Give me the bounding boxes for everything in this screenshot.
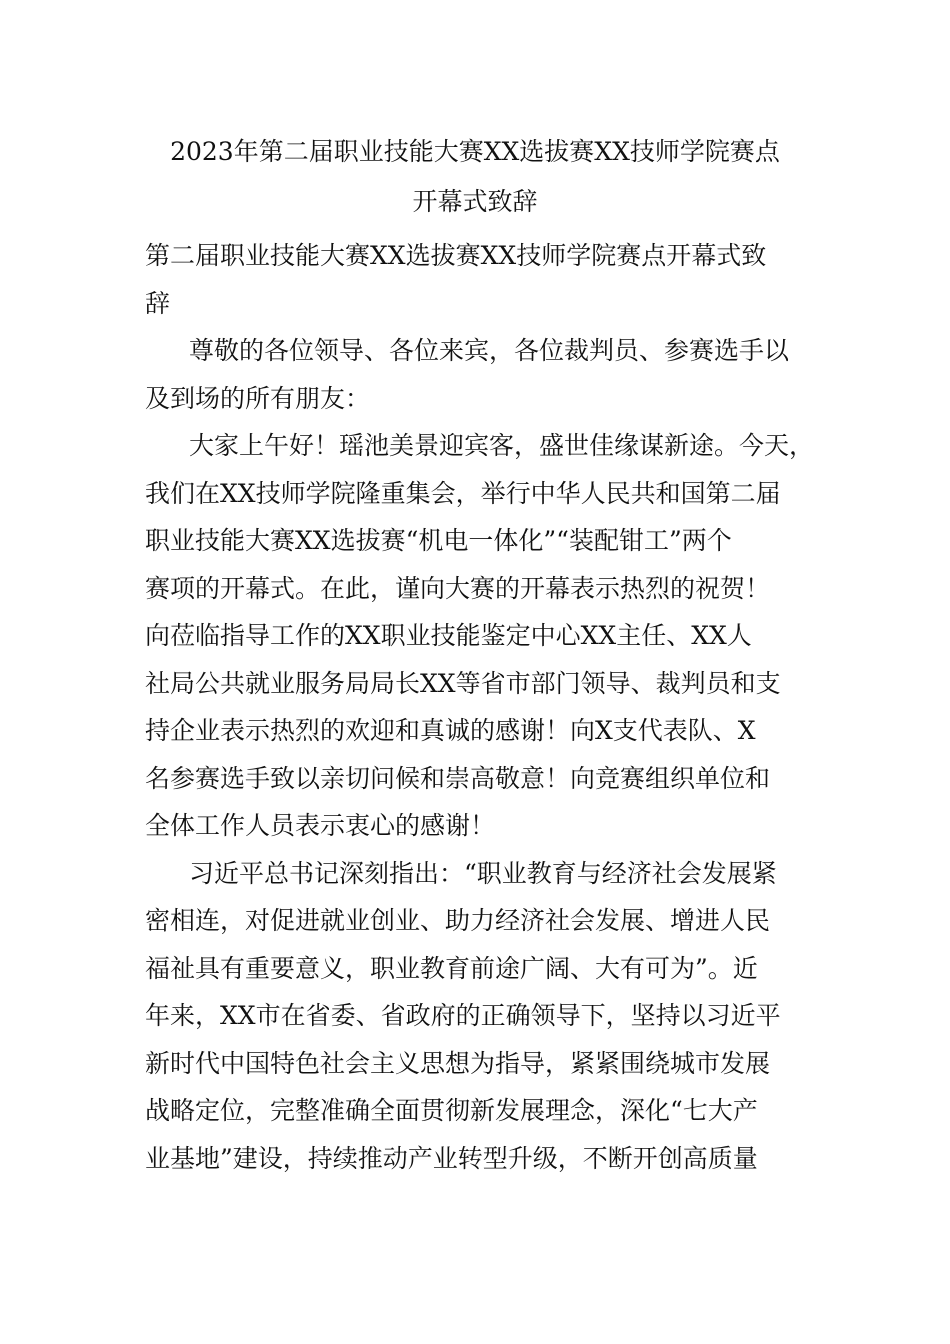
body-line: 名参赛选手致以亲切问候和崇高敬意！向竞赛组织单位和 (145, 763, 771, 793)
body-line: 赛项的开幕式。在此，谨向大赛的开幕表示热烈的祝贺！ (145, 573, 771, 603)
body-line: 及到场的所有朋友： (145, 383, 371, 413)
body-line: 职业技能大赛XX选拔赛“机电一体化”“装配钳工”两个 (145, 526, 732, 555)
body-line: 向莅临指导工作的XX职业技能鉴定中心XX主任、XX人 (145, 621, 752, 650)
document-title-line-2: 开幕式致辞 (412, 187, 538, 216)
body-line: 业基地”建设，持续推动产业转型升级，不断开创高质量 (145, 1143, 758, 1173)
body-line: 年来，XX市在省委、省政府的正确领导下，坚持以习近平 (145, 1001, 781, 1030)
body-line: 社局公共就业服务局局长XX等省市部门领导、裁判员和支 (145, 668, 781, 698)
document-title-line-1: 2023年第二届职业技能大赛XX选拔赛XX技师学院赛点 (170, 137, 780, 166)
body-line: 辞 (145, 288, 171, 318)
body-line: 福祉具有重要意义，职业教育前途广阔、大有可为”。近 (145, 953, 758, 983)
body-line: 第二届职业技能大赛XX选拔赛XX技师学院赛点开幕式致 (145, 241, 767, 270)
body-line: 新时代中国特色社会主义思想为指导，紧紧围绕城市发展 (145, 1048, 771, 1078)
body-line: 全体工作人员表示衷心的感谢！ (145, 811, 496, 840)
document-body (145, 232, 815, 1182)
body-line: 持企业表示热烈的欢迎和真诚的感谢！向X支代表队、X (145, 716, 756, 745)
body-line: 战略定位，完整准确全面贯彻新发展理念，深化“七大产 (145, 1096, 758, 1125)
body-line: 大家上午好！瑶池美景迎宾客，盛世佳缘谋新途。今天， (189, 431, 815, 460)
body-line: 我们在XX技师学院隆重集会，举行中华人民共和国第二届 (145, 478, 781, 508)
body-line: 尊敬的各位领导、各位来宾，各位裁判员、参赛选手以 (189, 336, 790, 365)
body-line: 密相连，对促进就业创业、助力经济社会发展、增进人民 (145, 906, 771, 935)
body-line: 习近平总书记深刻指出：“职业教育与经济社会发展紧 (189, 858, 777, 888)
